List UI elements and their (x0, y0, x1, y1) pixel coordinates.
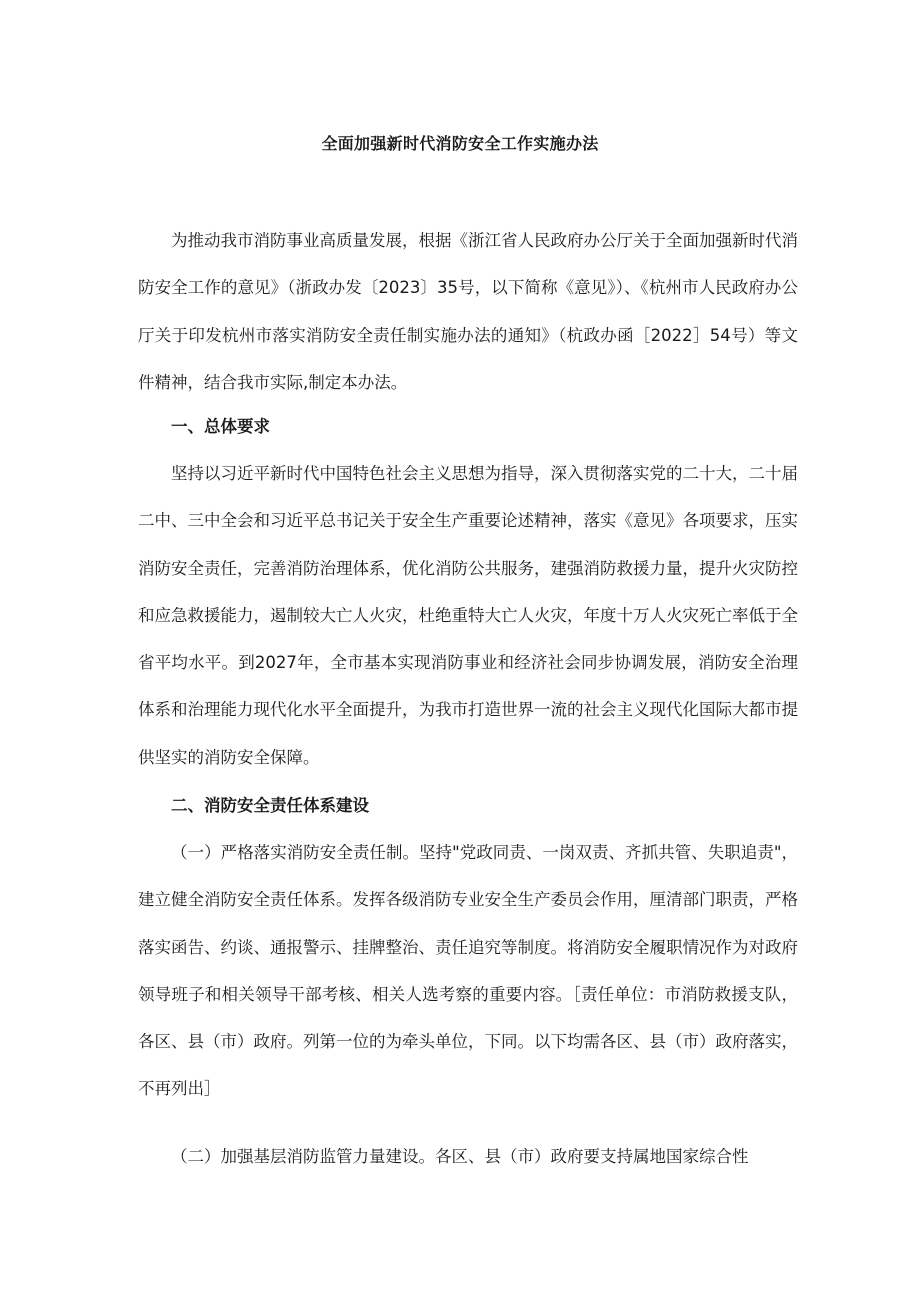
section-2-heading-block (138, 782, 798, 829)
section-2-item-1: （一）严格落实消防安全责任制。坚持"党政同责、一岗双责、齐抓共管、失职追责"，建立健全消防安全责任体系。发挥各级消防专业安全生产委员会作用，厘清部门职责，严格落实函告、约谈、通报警示、挂牌整治、责任追究等制度。将消防安全履职情况作为对政府领导班子和相关领导干部考核、相关人选考察的重要内容。［责任单位：市消防救援支队，各区、县（市）政府。列第一位的为牵头单位，下同。以下均需各区、县（市）政府落实，不再列出］ (138, 843, 798, 1099)
intro-paragraph: 为推动我市消防事业高质量发展，根据《浙江省人民政府办公厅关于全面加强新时代消防安全工作的意见》（浙政办发〔2023〕35号，以下简称《意见》）、《杭州市人民政府办公厅关于印发杭州市落实消防安全责任制实施办法的通知》（杭政办函［2022］54号）等文件精神，结合我市实际,制定本办法。 (138, 231, 798, 392)
section-1-heading-block (138, 403, 798, 450)
intro-paragraph-block (138, 217, 798, 406)
section-2-item-1-block (138, 829, 798, 1113)
section-1-paragraph: 坚持以习近平新时代中国特色社会主义思想为指导，深入贯彻落实党的二十大，二十届二中、三中全会和习近平总书记关于安全生产重要论述精神，落实《意见》各项要求，压实消防安全责任，完善消防治理体系，优化消防公共服务，建强消防救援力量，提升火灾防控和应急救援能力，遏制较大亡人火灾，杜绝重特大亡人火灾，年度十万人火灾死亡率低于全省平均水平。到2027年，全市基本实现消防事业和经济社会同步协调发展，消防安全治理体系和治理能力现代化水平全面提升，为我市打造世界一流的社会主义现代化国际大都市提供坚实的消防安全保障。 (138, 464, 798, 767)
section-2-item-2: （二）加强基层消防监管力量建设。各区、县（市）政府要支持属地国家综合性 (171, 1147, 749, 1166)
section-2-heading: 二、消防安全责任体系建设 (171, 796, 369, 815)
section-2-item-2-block (138, 1133, 798, 1180)
document-title: 全面加强新时代消防安全工作实施办法 (321, 134, 599, 153)
section-1-heading: 一、总体要求 (171, 417, 270, 436)
section-1-body-block (138, 450, 798, 781)
